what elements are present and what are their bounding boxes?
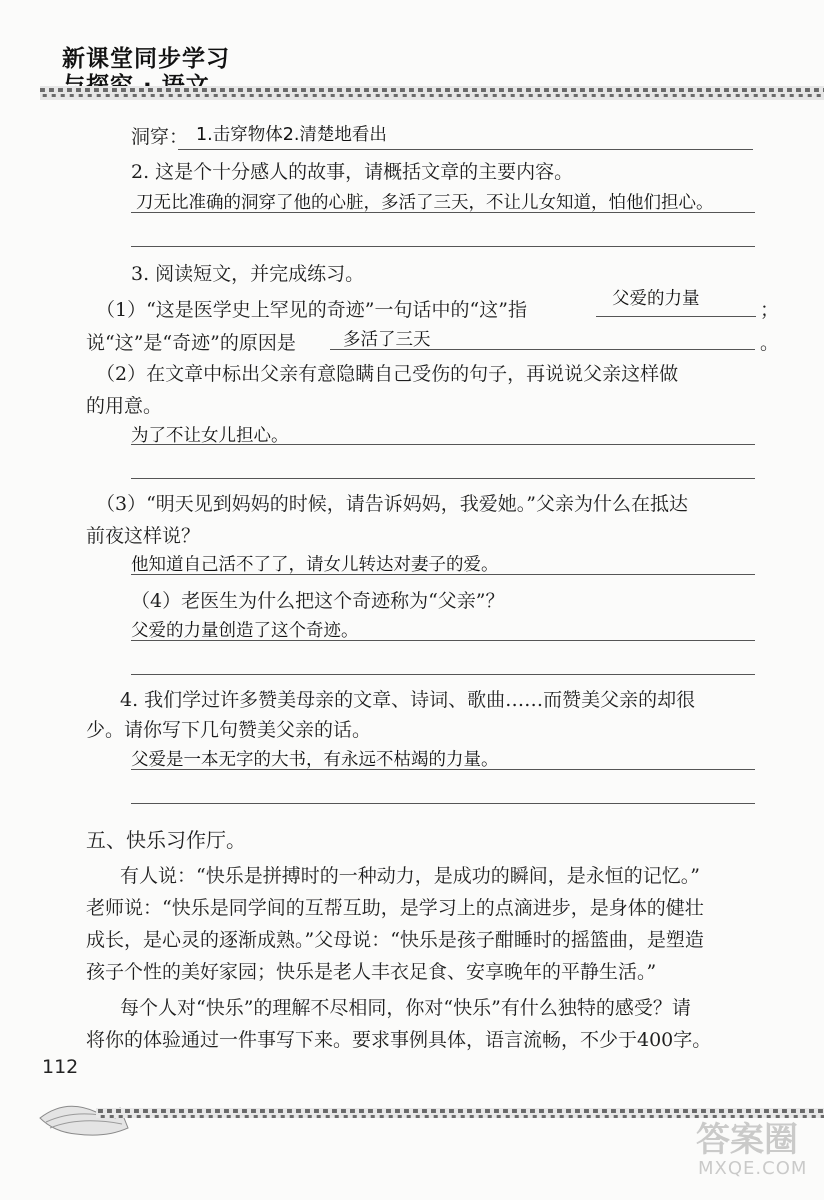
q3-sub2-line1: （2）在文章中标出父亲有意隐瞒自己受伤的句子，再说说父亲这样做 — [96, 363, 679, 385]
answer-line — [131, 674, 755, 675]
q4-line2: 少。请你写下几句赞美父亲的话。 — [86, 719, 372, 741]
q3-sub1-answer2: 多活了三天 — [343, 330, 431, 350]
answer-line — [330, 349, 755, 350]
answer-line — [131, 640, 755, 641]
answer-line — [131, 444, 755, 445]
section5-p1-line: 成长，是心灵的逐渐成熟。”父母说：“快乐是孩子酣睡时的摇篮曲，是塑造 — [86, 929, 704, 951]
header-decorative-band — [40, 86, 824, 100]
q3-sub1-answer1: 父爱的力量 — [612, 289, 700, 309]
q3-sub1-line1: （1）“这是医学史上罕见的奇迹”一句话中的“这”指 — [96, 299, 527, 321]
watermark-text-top: 答案圈 — [696, 1120, 798, 1160]
answer-line — [131, 574, 755, 575]
section5-p2-line: 将你的体验通过一件事写下来。要求事例具体，语言流畅，不少于400字。 — [86, 1029, 712, 1051]
q3-prompt: 3. 阅读短文，并完成练习。 — [131, 263, 365, 285]
q3-sub2-answer: 为了不让女儿担心。 — [131, 426, 289, 446]
answer-line — [131, 212, 755, 213]
answer-line — [131, 803, 755, 804]
q3-sub4-answer: 父爱的力量创造了这个奇迹。 — [131, 621, 359, 641]
page-number: 112 — [42, 1056, 79, 1078]
q1-answer: 1.击穿物体2.清楚地看出 — [196, 125, 387, 145]
q3-sub3-answer: 他知道自己活不了了，请女儿转达对妻子的爱。 — [131, 555, 499, 575]
section5-p1-line: 老师说：“快乐是同学间的互帮互助，是学习上的点滴进步，是身体的健壮 — [86, 897, 704, 919]
q4-answer: 父爱是一本无字的大书，有永远不枯竭的力量。 — [131, 750, 499, 770]
q3-sub1-line2: 说“这”是“奇迹”的原因是 — [86, 332, 296, 354]
q1-label: 洞穿： — [131, 126, 189, 148]
q3-sub2-line2: 的用意。 — [86, 395, 163, 417]
header-title-line1: 新课堂同步学习 — [62, 46, 230, 72]
q3-sub3-line2: 前夜这样说？ — [86, 525, 201, 547]
q3-sub1-end2: 。 — [760, 332, 780, 354]
q2-answer: 刀无比准确的洞穿了他的心脏，多活了三天，不让儿女知道，怕他们担心。 — [136, 193, 714, 213]
answer-line — [131, 769, 755, 770]
answer-line — [178, 149, 753, 150]
section5-p1-line: 有人说：“快乐是拼搏时的一种动力，是成功的瞬间，是永恒的记忆。” — [120, 865, 700, 887]
answer-line — [131, 478, 755, 479]
q3-sub3-line1: （3）“明天见到妈妈的时候，请告诉妈妈，我爱她。”父亲为什么在抵达 — [96, 493, 689, 515]
q4-line1: 4. 我们学过许多赞美母亲的文章、诗词、歌曲……而赞美父亲的却很 — [120, 689, 696, 711]
q2-prompt: 2. 这是个十分感人的故事，请概括文章的主要内容。 — [131, 161, 574, 183]
q3-sub4-line1: （4）老医生为什么把这个奇迹称为“父亲”？ — [131, 590, 505, 612]
answer-line — [596, 316, 756, 317]
answer-line — [131, 246, 755, 247]
watermark-logo — [676, 1112, 816, 1192]
section5-title: 五、快乐习作厅。 — [86, 828, 246, 852]
q3-sub1-end1: ； — [760, 299, 780, 321]
section5-p1-line: 孩子个性的美好家园；快乐是老人丰衣足食、安享晚年的平静生活。” — [86, 961, 657, 983]
section5-p2-line: 每个人对“快乐”的理解不尽相同，你对“快乐”有什么独特的感受？请 — [120, 997, 691, 1019]
watermark-text-bottom: MXQE.COM — [698, 1158, 808, 1179]
